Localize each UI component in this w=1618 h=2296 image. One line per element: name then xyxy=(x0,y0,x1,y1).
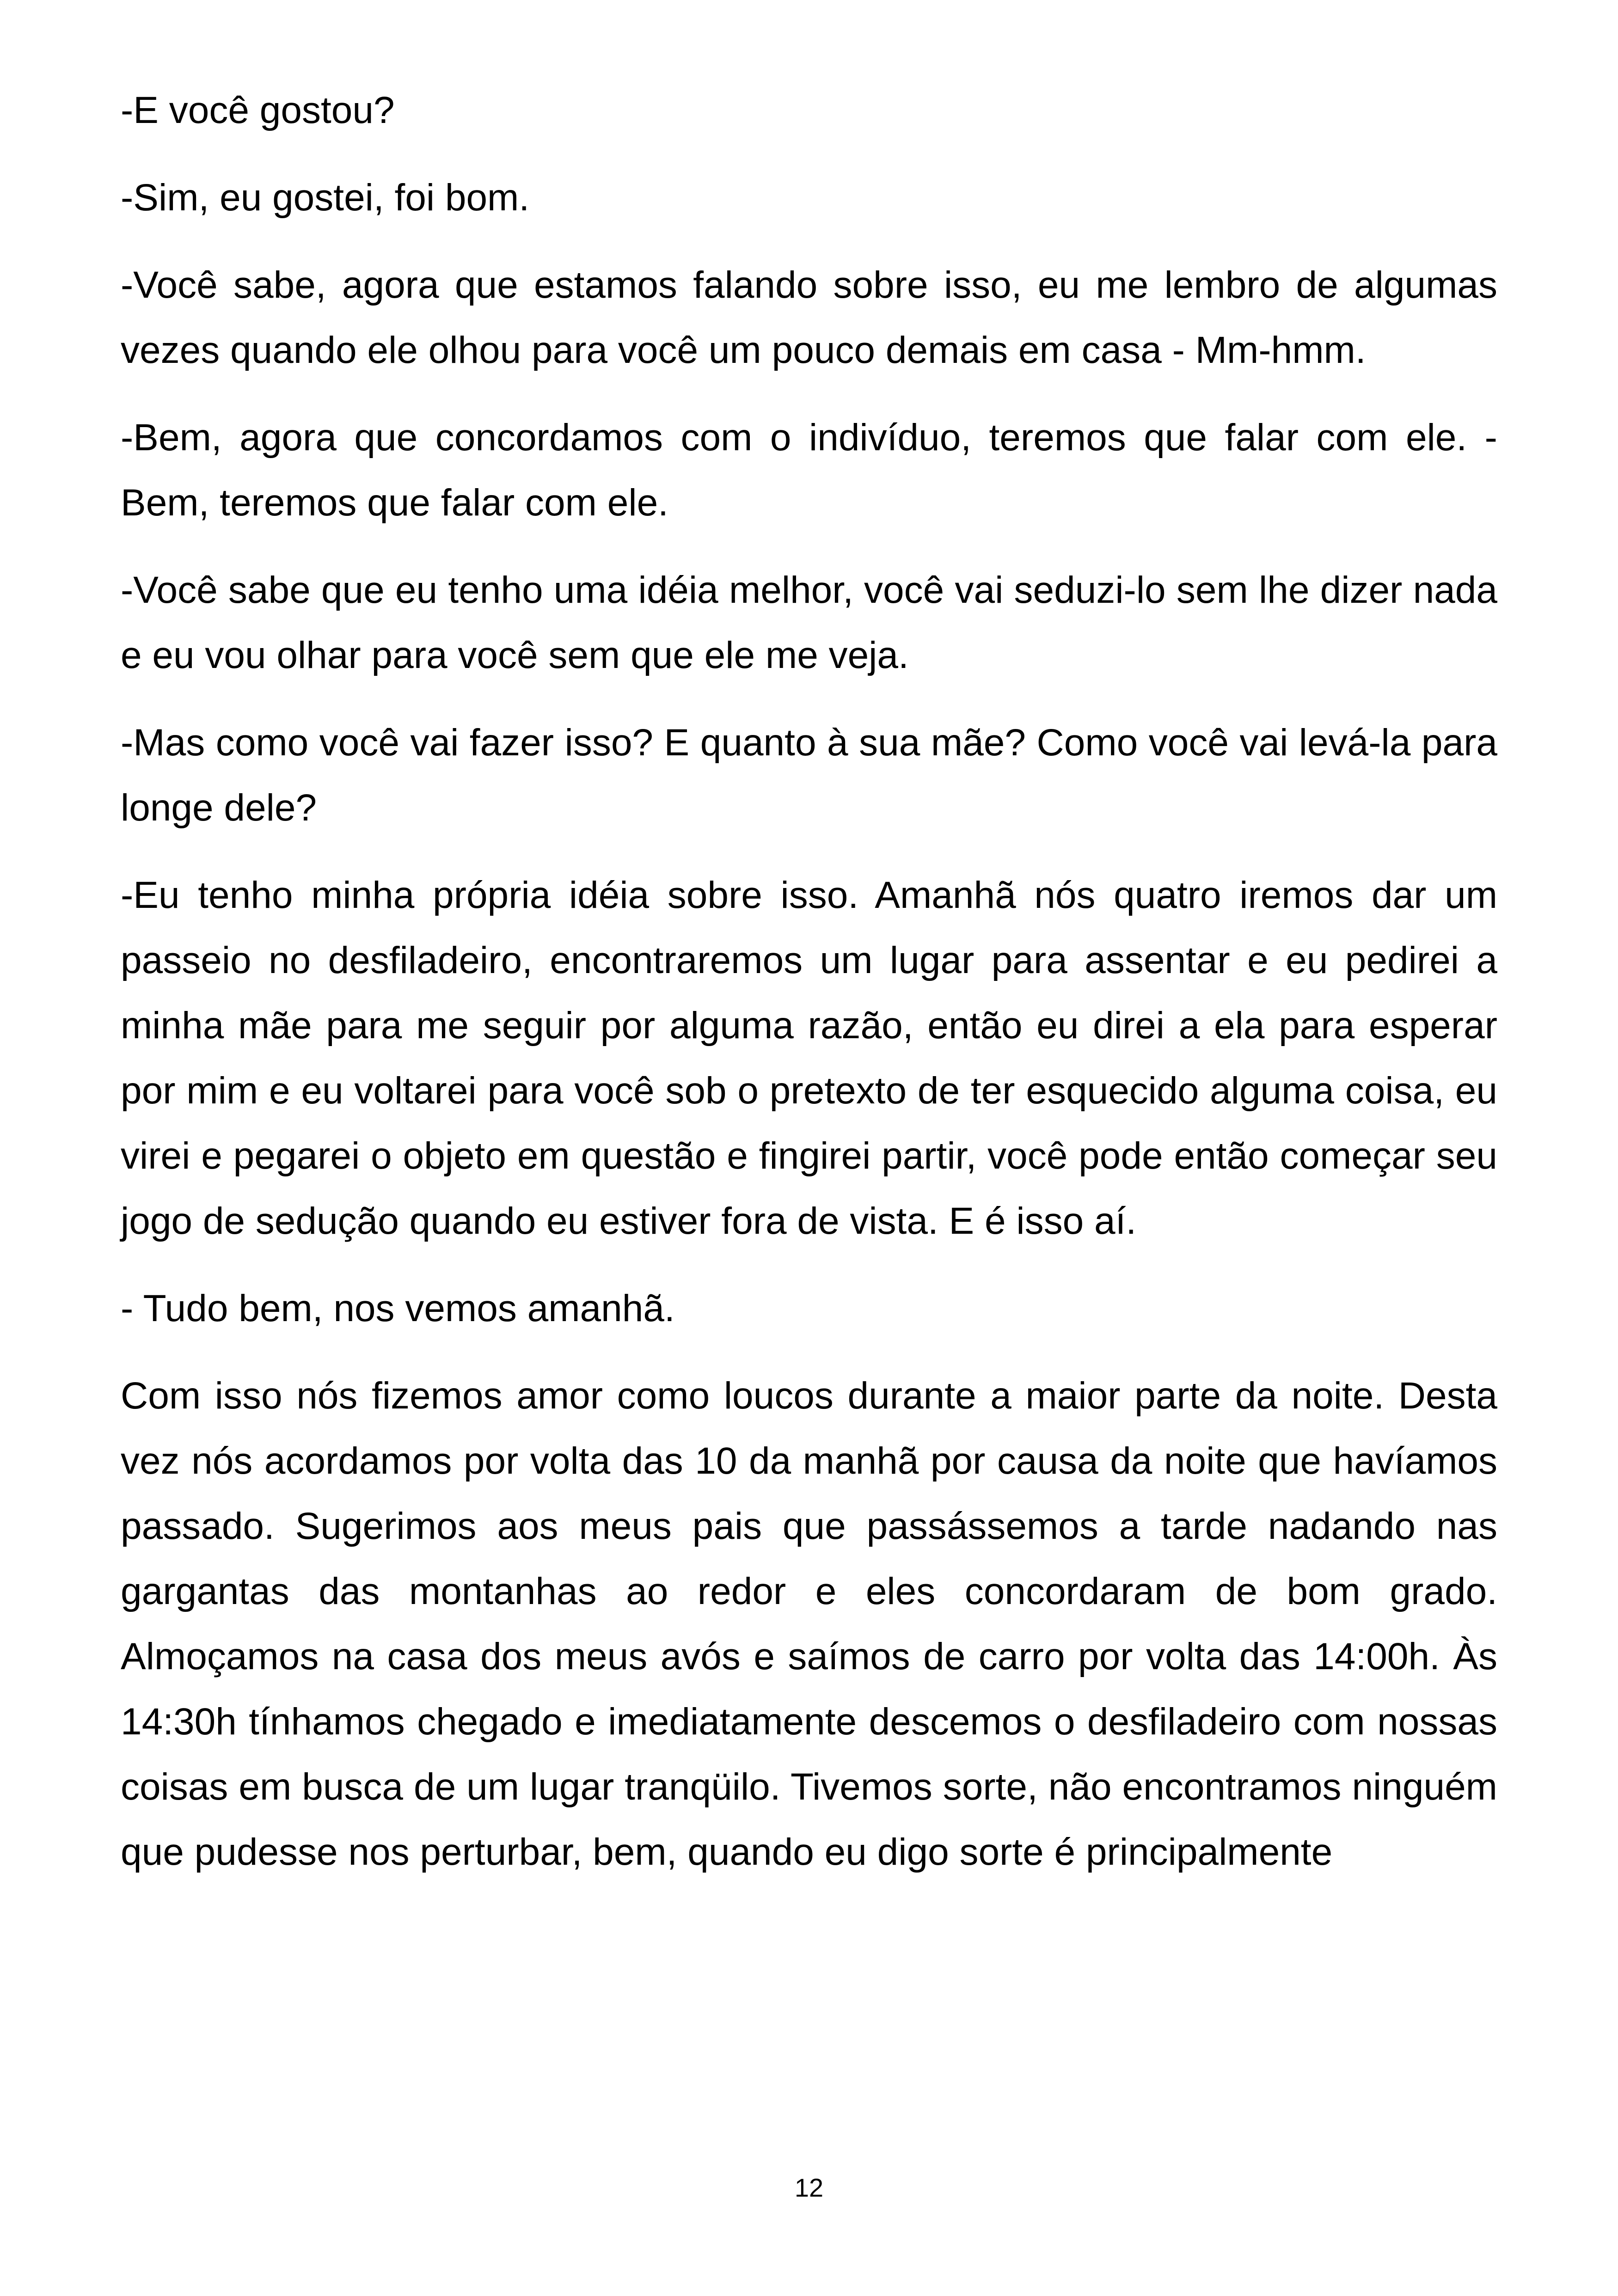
paragraph: -Bem, agora que concordamos com o indivíduo, teremos que falar com ele. -Bem, teremos que falar com ele. xyxy=(121,416,1497,524)
page-number: 12 xyxy=(794,2173,824,2202)
paragraph: Com isso nós fizemos amor como loucos durante a maior parte da noite. Desta vez nós acordamos por volta das 10 da manhã por causa da noite que havíamos passado. Sugerimos aos meus pais que passássemos a tarde nadando nas gargantas das montanhas ao redor e eles concordaram de bom grado. Almoçamos na casa dos meus avós e saímos de carro por volta das 14:00h. Às 14:30h tínhamos chegado e imediatamente descemos o desfiladeiro com nossas coisas em busca de um lugar tranqüilo. Tivemos sorte, não encontramos ninguém que pudesse nos perturbar, bem, quando eu digo sorte é principalmente xyxy=(121,1375,1497,1873)
paragraph: -Mas como você vai fazer isso? E quanto à sua mãe? Como você vai levá-la para longe dele? xyxy=(121,722,1497,829)
paragraph: -Sim, eu gostei, foi bom. xyxy=(121,177,530,219)
paragraph: - Tudo bem, nos vemos amanhã. xyxy=(121,1287,675,1329)
paragraph: -Eu tenho minha própria idéia sobre isso. Amanhã nós quatro iremos dar um passeio no desfiladeiro, encontraremos um lugar para assentar e eu pedirei a minha mãe para me seguir por alguma razão, então eu direi a ela para esperar por mim e eu voltarei para você sob o pretexto de ter esquecido alguma coisa, eu virei e pegarei o objeto em questão e fingirei partir, você pode então começar seu jogo de sedução quando eu estiver fora de vista. E é isso aí. xyxy=(121,874,1497,1242)
paragraph: -Você sabe que eu tenho uma idéia melhor, você vai seduzi-lo sem lhe dizer nada e eu vou olhar para você sem que ele me veja. xyxy=(121,569,1497,676)
page-body-text xyxy=(121,78,1497,1907)
paragraph: -E você gostou? xyxy=(121,89,395,131)
paragraph: -Você sabe, agora que estamos falando sobre isso, eu me lembro de algumas vezes quando ele olhou para você um pouco demais em casa - Mm-hmm. xyxy=(121,264,1497,371)
